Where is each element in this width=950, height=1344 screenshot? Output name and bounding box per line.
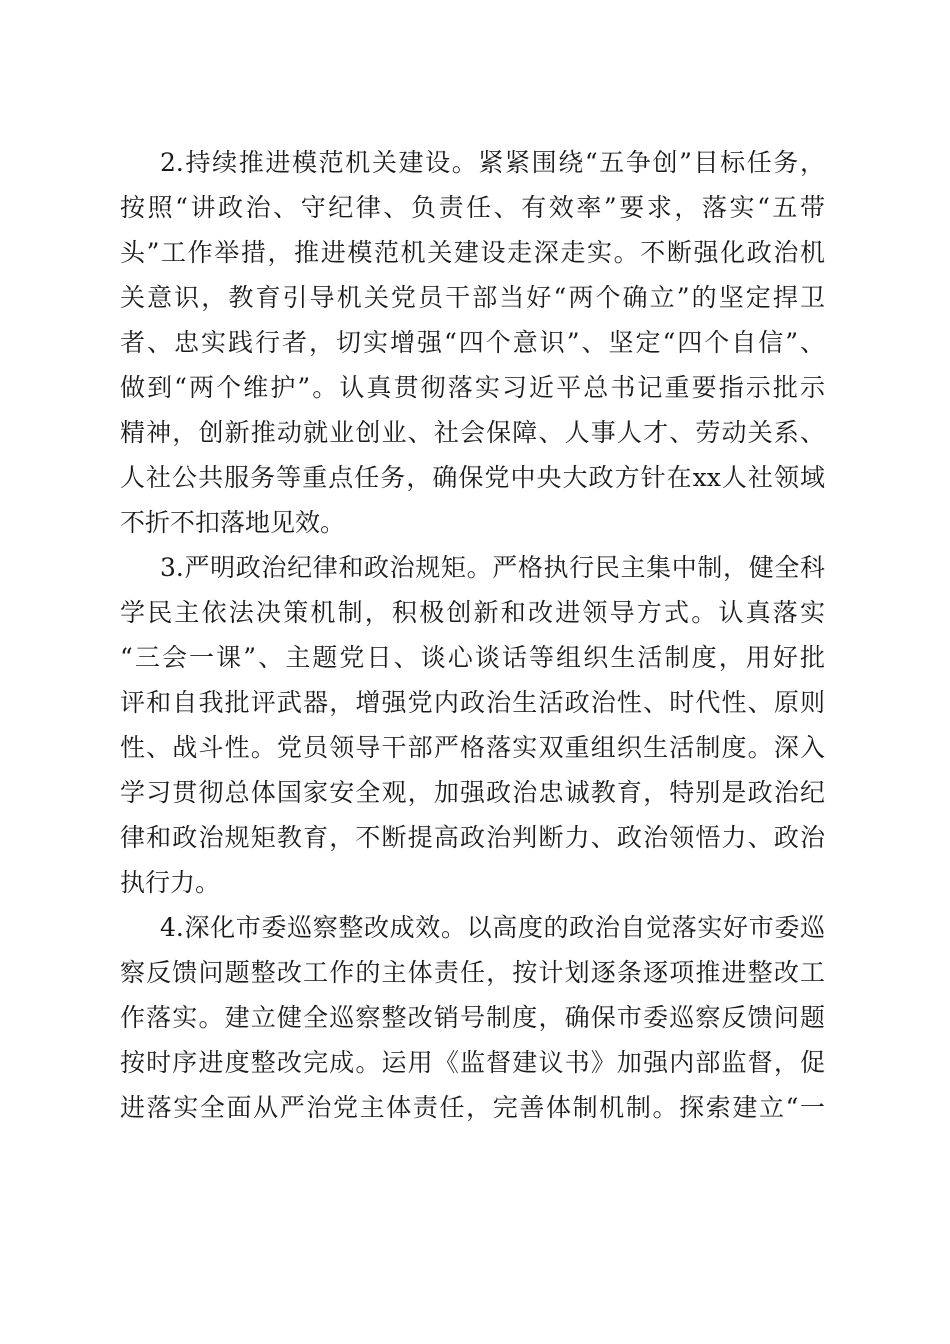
paragraph-line: 作落实。建立健全巡察整改销号制度，确保市委巡察反馈问题 bbox=[120, 1003, 825, 1032]
paragraph-line: 4.深化市委巡察整改成效。以高度的政治自觉落实好市委巡 bbox=[160, 913, 825, 942]
paragraph-line: “三会一课”、主题党日、谈心谈话等组织生活制度，用好批 bbox=[120, 643, 825, 672]
paragraph-line: 学习贯彻总体国家安全观，加强政治忠诚教育，特别是政治纪 bbox=[120, 778, 825, 807]
paragraph-line: 不折不扣落地见效。 bbox=[120, 508, 346, 537]
paragraph-line: 3.严明政治纪律和政治规矩。严格执行民主集中制，健全科 bbox=[160, 553, 825, 582]
paragraph-line: 2.持续推进模范机关建设。紧紧围绕“五争创”目标任务， bbox=[160, 148, 825, 177]
paragraph-line: 做到“两个维护”。认真贯彻落实习近平总书记重要指示批示 bbox=[120, 373, 825, 402]
paragraph-line: 者、忠实践行者，切实增强“四个意识”、坚定“四个自信”、 bbox=[120, 328, 825, 357]
paragraph-line: 性、战斗性。党员领导干部严格落实双重组织生活制度。深入 bbox=[120, 733, 825, 762]
paragraph-line: 执行力。 bbox=[120, 868, 221, 897]
paragraph-2 bbox=[120, 140, 825, 545]
paragraph-line: 头”工作举措，推进模范机关建设走深走实。不断强化政治机 bbox=[120, 238, 825, 267]
paragraph-3 bbox=[120, 545, 825, 905]
paragraph-line: 律和政治规矩教育，不断提高政治判断力、政治领悟力、政治 bbox=[120, 823, 825, 852]
paragraph-line: 按时序进度整改完成。运用《监督建议书》加强内部监督，促 bbox=[120, 1048, 825, 1077]
paragraph-line: 察反馈问题整改工作的主体责任，按计划逐条逐项推进整改工 bbox=[120, 958, 825, 987]
paragraph-4 bbox=[120, 905, 825, 1130]
paragraph-line: 关意识，教育引导机关党员干部当好“两个确立”的坚定捍卫 bbox=[120, 283, 825, 312]
paragraph-line: 进落实全面从严治党主体责任，完善体制机制。探索建立“一 bbox=[120, 1093, 825, 1122]
paragraph-line: 学民主依法决策机制，积极创新和改进领导方式。认真落实 bbox=[120, 598, 825, 627]
paragraph-line: 精神，创新推动就业创业、社会保障、人事人才、劳动关系、 bbox=[120, 418, 825, 447]
paragraph-line: 评和自我批评武器，增强党内政治生活政治性、时代性、原则 bbox=[120, 688, 825, 717]
paragraph-line: 按照“讲政治、守纪律、负责任、有效率”要求，落实“五带 bbox=[120, 193, 825, 222]
paragraph-line: 人社公共服务等重点任务，确保党中央大政方针在xx人社领域 bbox=[120, 463, 825, 492]
